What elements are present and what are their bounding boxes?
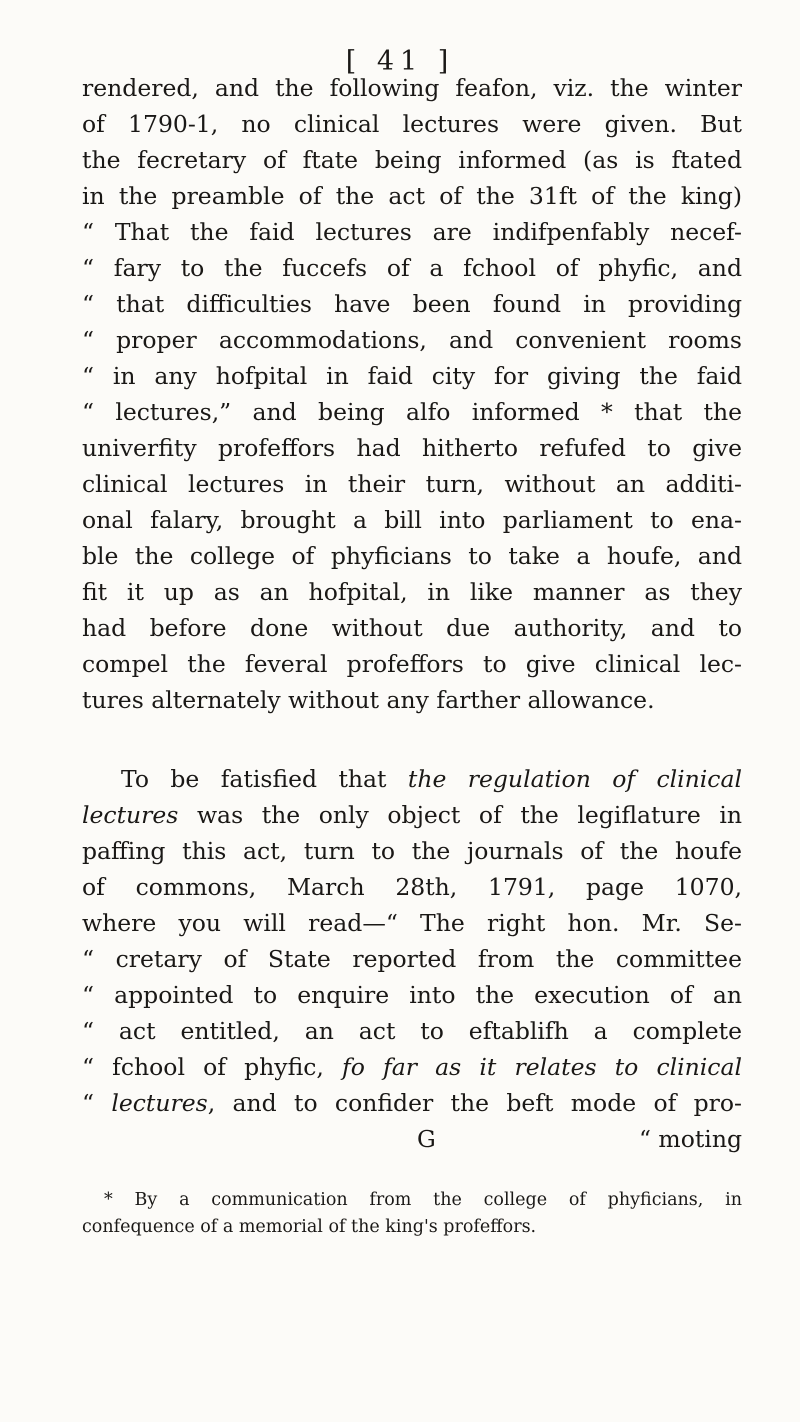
text-line: “ proper accommodations, and convenient rooms [82, 326, 742, 354]
text-line: of commons, March 28th, 1791, page 1070, [82, 873, 742, 901]
text-line [82, 1085, 742, 1121]
text-line: “ lectures,” and being alfo informed * that the [82, 398, 742, 426]
catchword: “ moting [638, 1125, 742, 1153]
text-line: ble the college of phyficians to take a houfe, and [82, 542, 742, 570]
footnote-line: confequence of a memorial of the king's profeffors. [82, 1217, 537, 1237]
text-line: “ in any hofpital in faid city for giving the faid [82, 362, 742, 390]
text-line: of 1790-1, no clinical lectures were given. But [82, 110, 742, 138]
signature-mark: G [417, 1125, 436, 1153]
text-line: univerfity profeffors had hitherto refufed to give [82, 434, 742, 462]
text-line: “ fary to the fuccefs of a fchool of phyfic, and [82, 254, 742, 282]
text-line: in the preamble of the act of the 31ft of the king) [82, 182, 742, 210]
text-run: , and to confider the beft mode of pro- [207, 1089, 742, 1117]
text-line: rendered, and the following feafon, viz. the winter [82, 74, 742, 102]
italic-run: fo far as it relates to clinical [342, 1053, 742, 1081]
text-line [82, 797, 742, 833]
text-run: To be fatisfied that [121, 765, 408, 793]
text-line: compel the feveral profeffors to give clinical lec- [82, 650, 742, 678]
text-line: paffing this act, turn to the journals of the houfe [82, 837, 742, 865]
italic-run: lectures [111, 1089, 208, 1117]
text-line: “ that difficulties have been found in providing [82, 290, 742, 318]
italic-run: lectures [82, 801, 179, 829]
text-line: “ cretary of State reported from the committee [82, 945, 742, 973]
text-line: fit it up as an hofpital, in like manner as they [82, 578, 742, 606]
italic-run: the regulation of clinical [407, 765, 742, 793]
text-line [121, 761, 742, 797]
text-run: “ [82, 1089, 112, 1117]
text-line: tures alternately without any farther allowance. [82, 686, 655, 714]
text-line: clinical lectures in their turn, without an additi- [82, 470, 742, 498]
text-line: “ act entitled, an act to eftablifh a complete [82, 1017, 742, 1045]
text-line: had before done without due authority, and to [82, 614, 742, 642]
text-line: onal falary, brought a bill into parliament to ena- [82, 506, 742, 534]
text-line: “ appointed to enquire into the execution of an [82, 981, 742, 1009]
page-header: [ 41 ] [345, 46, 455, 77]
text-line: the fecretary of ftate being informed (as is ftated [82, 146, 742, 174]
text-line: where you will read—“ The right hon. Mr. Se- [82, 909, 742, 937]
text-run: “ fchool of phyfic, [82, 1053, 343, 1081]
text-line [82, 1049, 742, 1085]
text-line: “ That the faid lectures are indifpenfably necef- [82, 218, 742, 246]
text-run: was the only object of the legiflature in [178, 801, 742, 829]
footnote-line: * By a communication from the college of phyficians, in [104, 1190, 742, 1210]
